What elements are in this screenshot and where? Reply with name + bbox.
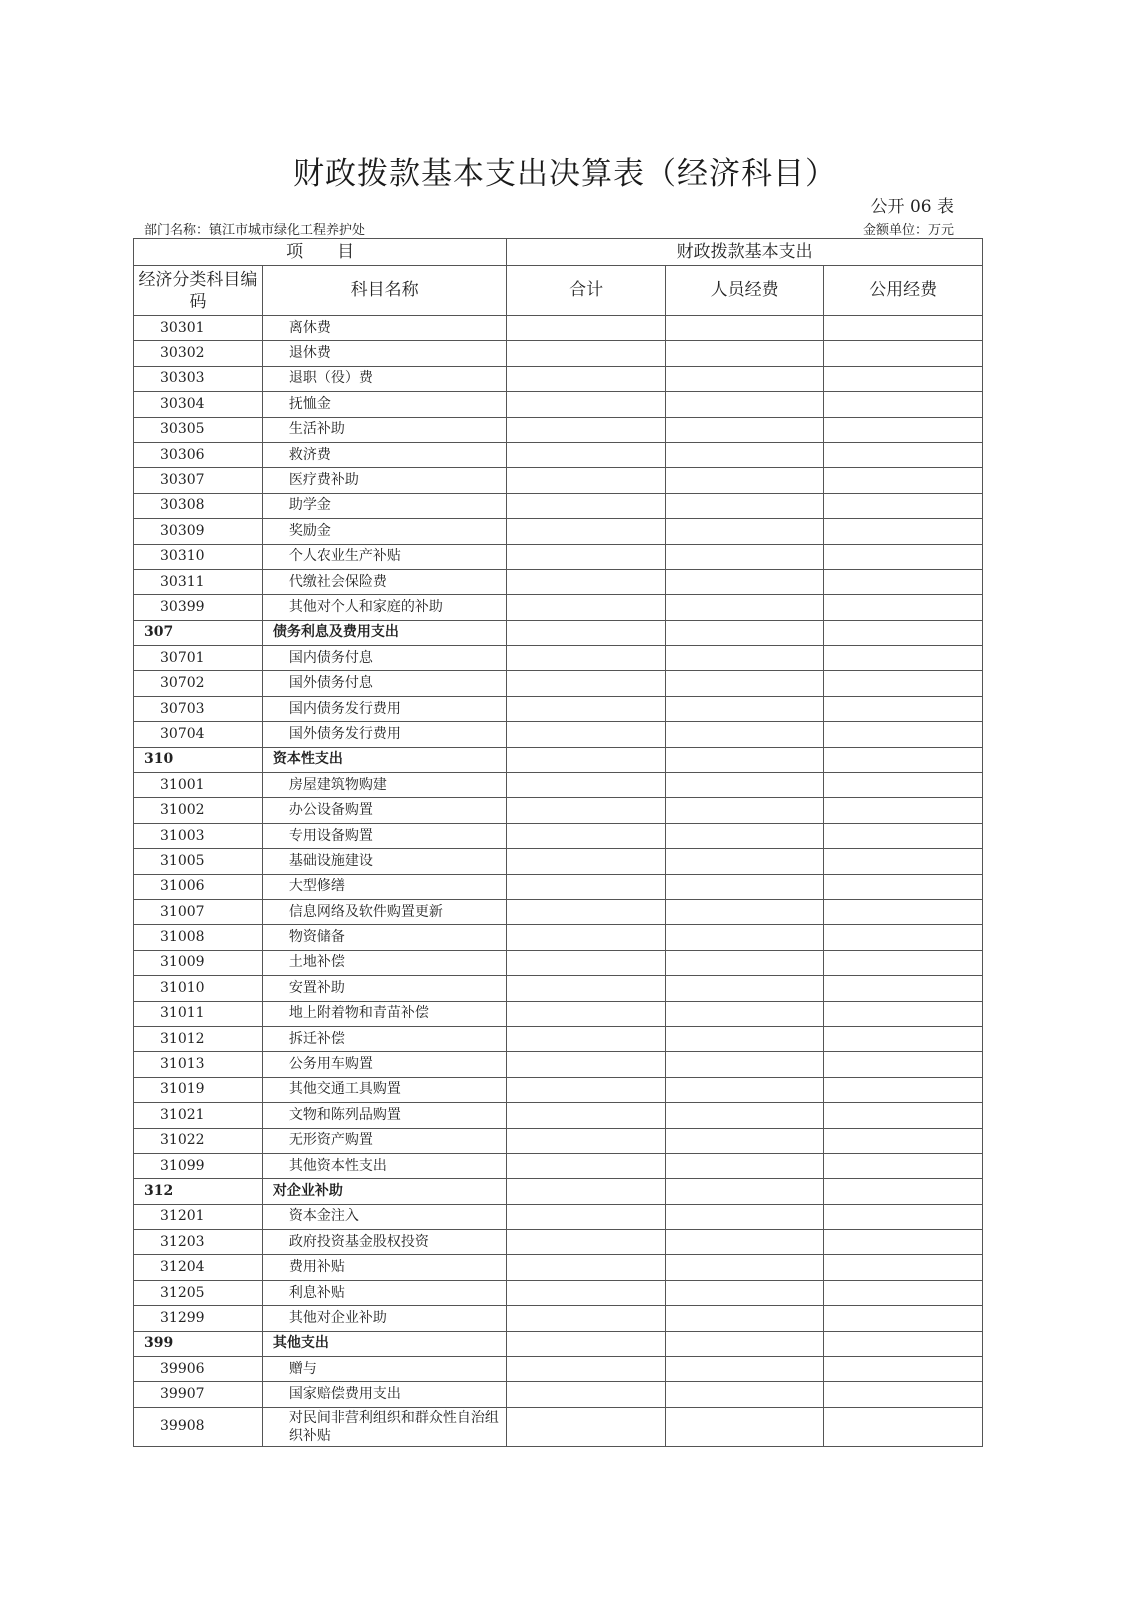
row-personnel bbox=[665, 1077, 824, 1102]
row-name: 医疗费补助 bbox=[262, 468, 506, 493]
form-number: 公开 06 表 bbox=[870, 197, 954, 217]
row-name: 赠与 bbox=[262, 1357, 506, 1382]
row-code: 31005 bbox=[134, 849, 263, 874]
row-personnel bbox=[665, 595, 824, 620]
row-total bbox=[507, 849, 666, 874]
table-row bbox=[134, 1357, 983, 1382]
row-personnel bbox=[665, 798, 824, 823]
row-code: 31011 bbox=[134, 1001, 263, 1026]
table-row bbox=[134, 823, 983, 848]
row-code: 31299 bbox=[134, 1306, 263, 1331]
row-code: 30304 bbox=[134, 392, 263, 417]
row-name: 政府投资基金股权投资 bbox=[262, 1230, 506, 1255]
row-name: 国外债务发行费用 bbox=[262, 722, 506, 747]
row-personnel bbox=[665, 544, 824, 569]
row-personnel bbox=[665, 747, 824, 772]
row-total bbox=[507, 950, 666, 975]
row-name: 奖励金 bbox=[262, 519, 506, 544]
row-public bbox=[824, 1255, 983, 1280]
row-personnel bbox=[665, 468, 824, 493]
table-row bbox=[134, 392, 983, 417]
table-row bbox=[134, 1077, 983, 1102]
row-public bbox=[824, 976, 983, 1001]
row-public bbox=[824, 1052, 983, 1077]
row-personnel bbox=[665, 341, 824, 366]
row-name: 抚恤金 bbox=[262, 392, 506, 417]
row-code: 30702 bbox=[134, 671, 263, 696]
row-code: 31022 bbox=[134, 1128, 263, 1153]
row-personnel bbox=[665, 1357, 824, 1382]
row-code: 30704 bbox=[134, 722, 263, 747]
row-personnel bbox=[665, 976, 824, 1001]
row-name: 国外债务付息 bbox=[262, 671, 506, 696]
row-name: 房屋建筑物购建 bbox=[262, 773, 506, 798]
row-name: 其他支出 bbox=[262, 1331, 506, 1356]
row-public bbox=[824, 1280, 983, 1305]
row-personnel bbox=[665, 1306, 824, 1331]
row-name: 助学金 bbox=[262, 493, 506, 518]
table-row bbox=[134, 849, 983, 874]
row-name: 地上附着物和青苗补偿 bbox=[262, 1001, 506, 1026]
row-name: 其他交通工具购置 bbox=[262, 1077, 506, 1102]
row-name: 债务利息及费用支出 bbox=[262, 620, 506, 645]
row-public bbox=[824, 823, 983, 848]
row-public bbox=[824, 442, 983, 467]
table-row bbox=[134, 773, 983, 798]
row-total bbox=[507, 1103, 666, 1128]
row-public bbox=[824, 874, 983, 899]
row-name: 无形资产购置 bbox=[262, 1128, 506, 1153]
table-row bbox=[134, 950, 983, 975]
table-row bbox=[134, 1407, 983, 1446]
row-name: 对企业补助 bbox=[262, 1179, 506, 1204]
row-personnel bbox=[665, 1204, 824, 1229]
row-public bbox=[824, 773, 983, 798]
row-code: 30310 bbox=[134, 544, 263, 569]
row-total bbox=[507, 1382, 666, 1407]
table-row bbox=[134, 341, 983, 366]
table-row bbox=[134, 417, 983, 442]
row-public bbox=[824, 671, 983, 696]
row-code: 39908 bbox=[134, 1407, 263, 1446]
table-row bbox=[134, 316, 983, 341]
row-personnel bbox=[665, 1407, 824, 1446]
row-personnel bbox=[665, 773, 824, 798]
row-total bbox=[507, 442, 666, 467]
row-public bbox=[824, 519, 983, 544]
row-personnel bbox=[665, 671, 824, 696]
row-code: 307 bbox=[134, 620, 263, 645]
row-total bbox=[507, 1179, 666, 1204]
row-personnel bbox=[665, 1052, 824, 1077]
row-code: 312 bbox=[134, 1179, 263, 1204]
row-personnel bbox=[665, 366, 824, 391]
table-row bbox=[134, 1026, 983, 1051]
table-row bbox=[134, 569, 983, 594]
row-total bbox=[507, 316, 666, 341]
row-total bbox=[507, 392, 666, 417]
code-header: 经济分类科目编码 bbox=[134, 266, 263, 316]
row-name: 费用补贴 bbox=[262, 1255, 506, 1280]
row-code: 30701 bbox=[134, 646, 263, 671]
row-personnel bbox=[665, 1001, 824, 1026]
row-total bbox=[507, 493, 666, 518]
header-row-2 bbox=[134, 266, 983, 316]
row-personnel bbox=[665, 1026, 824, 1051]
row-total bbox=[507, 1331, 666, 1356]
row-code: 30399 bbox=[134, 595, 263, 620]
row-name: 专用设备购置 bbox=[262, 823, 506, 848]
row-name: 对民间非营利组织和群众性自治组织补贴 bbox=[262, 1407, 506, 1446]
row-total bbox=[507, 1052, 666, 1077]
row-code: 30306 bbox=[134, 442, 263, 467]
row-public bbox=[824, 468, 983, 493]
row-public bbox=[824, 1382, 983, 1407]
row-name: 代缴社会保险费 bbox=[262, 569, 506, 594]
row-total bbox=[507, 1357, 666, 1382]
row-name: 土地补偿 bbox=[262, 950, 506, 975]
department-name: 部门名称：镇江市城市绿化工程养护处 bbox=[144, 223, 366, 238]
row-personnel bbox=[665, 849, 824, 874]
row-personnel bbox=[665, 722, 824, 747]
row-code: 30309 bbox=[134, 519, 263, 544]
row-public bbox=[824, 1077, 983, 1102]
row-name: 其他对企业补助 bbox=[262, 1306, 506, 1331]
row-total bbox=[507, 1255, 666, 1280]
row-total bbox=[507, 925, 666, 950]
row-personnel bbox=[665, 899, 824, 924]
table-row bbox=[134, 722, 983, 747]
table-row bbox=[134, 925, 983, 950]
row-name: 利息补贴 bbox=[262, 1280, 506, 1305]
row-public bbox=[824, 1306, 983, 1331]
table-row bbox=[134, 493, 983, 518]
row-name: 其他对个人和家庭的补助 bbox=[262, 595, 506, 620]
row-public bbox=[824, 569, 983, 594]
table-row bbox=[134, 1103, 983, 1128]
table-row bbox=[134, 366, 983, 391]
table-row bbox=[134, 1204, 983, 1229]
row-total bbox=[507, 1204, 666, 1229]
row-total bbox=[507, 595, 666, 620]
row-total bbox=[507, 798, 666, 823]
row-code: 31009 bbox=[134, 950, 263, 975]
row-personnel bbox=[665, 1179, 824, 1204]
row-code: 31099 bbox=[134, 1153, 263, 1178]
name-header: 科目名称 bbox=[262, 266, 506, 316]
row-personnel bbox=[665, 874, 824, 899]
row-public bbox=[824, 1230, 983, 1255]
row-public bbox=[824, 696, 983, 721]
row-total bbox=[507, 1026, 666, 1051]
row-public bbox=[824, 1128, 983, 1153]
row-total bbox=[507, 823, 666, 848]
table-row bbox=[134, 874, 983, 899]
row-code: 31010 bbox=[134, 976, 263, 1001]
row-public bbox=[824, 722, 983, 747]
row-total bbox=[507, 899, 666, 924]
row-code: 31002 bbox=[134, 798, 263, 823]
row-total bbox=[507, 1230, 666, 1255]
row-total bbox=[507, 468, 666, 493]
row-public bbox=[824, 316, 983, 341]
row-code: 31003 bbox=[134, 823, 263, 848]
table-row bbox=[134, 671, 983, 696]
row-public bbox=[824, 1357, 983, 1382]
row-code: 31013 bbox=[134, 1052, 263, 1077]
row-total bbox=[507, 544, 666, 569]
table-row bbox=[134, 595, 983, 620]
row-code: 31204 bbox=[134, 1255, 263, 1280]
row-name: 国内债务付息 bbox=[262, 646, 506, 671]
row-public bbox=[824, 1001, 983, 1026]
row-code: 30311 bbox=[134, 569, 263, 594]
row-name: 退职（役）费 bbox=[262, 366, 506, 391]
row-personnel bbox=[665, 696, 824, 721]
table-row bbox=[134, 442, 983, 467]
row-public bbox=[824, 493, 983, 518]
row-personnel bbox=[665, 1128, 824, 1153]
row-personnel bbox=[665, 620, 824, 645]
page-title: 财政拨款基本支出决算表（经济科目） bbox=[293, 156, 837, 192]
row-public bbox=[824, 1179, 983, 1204]
row-total bbox=[507, 417, 666, 442]
row-name: 生活补助 bbox=[262, 417, 506, 442]
row-code: 30303 bbox=[134, 366, 263, 391]
row-personnel bbox=[665, 316, 824, 341]
table-row bbox=[134, 1153, 983, 1178]
row-public bbox=[824, 544, 983, 569]
row-public bbox=[824, 1204, 983, 1229]
row-personnel bbox=[665, 1153, 824, 1178]
row-personnel bbox=[665, 1280, 824, 1305]
row-personnel bbox=[665, 493, 824, 518]
row-code: 30307 bbox=[134, 468, 263, 493]
row-public bbox=[824, 1153, 983, 1178]
row-name: 办公设备购置 bbox=[262, 798, 506, 823]
public-header: 公用经费 bbox=[824, 266, 983, 316]
row-code: 39906 bbox=[134, 1357, 263, 1382]
row-total bbox=[507, 519, 666, 544]
row-code: 30302 bbox=[134, 341, 263, 366]
row-code: 30301 bbox=[134, 316, 263, 341]
table-row bbox=[134, 1382, 983, 1407]
row-code: 30703 bbox=[134, 696, 263, 721]
total-header: 合计 bbox=[507, 266, 666, 316]
row-total bbox=[507, 646, 666, 671]
row-public bbox=[824, 899, 983, 924]
row-name: 公务用车购置 bbox=[262, 1052, 506, 1077]
row-personnel bbox=[665, 442, 824, 467]
table-group-row bbox=[134, 1331, 983, 1356]
row-code: 31008 bbox=[134, 925, 263, 950]
row-total bbox=[507, 1306, 666, 1331]
row-code: 31201 bbox=[134, 1204, 263, 1229]
row-name: 信息网络及软件购置更新 bbox=[262, 899, 506, 924]
row-personnel bbox=[665, 1331, 824, 1356]
row-name: 个人农业生产补贴 bbox=[262, 544, 506, 569]
row-personnel bbox=[665, 1382, 824, 1407]
row-total bbox=[507, 341, 666, 366]
row-public bbox=[824, 341, 983, 366]
row-total bbox=[507, 366, 666, 391]
row-total bbox=[507, 620, 666, 645]
row-name: 国家赔偿费用支出 bbox=[262, 1382, 506, 1407]
row-name: 国内债务发行费用 bbox=[262, 696, 506, 721]
table-row bbox=[134, 468, 983, 493]
row-personnel bbox=[665, 392, 824, 417]
table-row bbox=[134, 1280, 983, 1305]
row-total bbox=[507, 1153, 666, 1178]
table-group-row bbox=[134, 747, 983, 772]
amount-unit: 金额单位：万元 bbox=[862, 223, 954, 238]
row-code: 31203 bbox=[134, 1230, 263, 1255]
header-row-1 bbox=[134, 239, 983, 266]
row-total bbox=[507, 1280, 666, 1305]
row-code: 39907 bbox=[134, 1382, 263, 1407]
row-public bbox=[824, 646, 983, 671]
row-code: 31012 bbox=[134, 1026, 263, 1051]
row-total bbox=[507, 976, 666, 1001]
table-row bbox=[134, 1128, 983, 1153]
table-row bbox=[134, 798, 983, 823]
personnel-header: 人员经费 bbox=[665, 266, 824, 316]
row-personnel bbox=[665, 1103, 824, 1128]
row-total bbox=[507, 747, 666, 772]
row-personnel bbox=[665, 519, 824, 544]
row-personnel bbox=[665, 823, 824, 848]
row-total bbox=[507, 1407, 666, 1446]
table-row bbox=[134, 899, 983, 924]
row-public bbox=[824, 1103, 983, 1128]
row-total bbox=[507, 696, 666, 721]
row-personnel bbox=[665, 646, 824, 671]
row-public bbox=[824, 747, 983, 772]
row-total bbox=[507, 1128, 666, 1153]
table-row bbox=[134, 1230, 983, 1255]
row-public bbox=[824, 925, 983, 950]
row-personnel bbox=[665, 417, 824, 442]
table-row bbox=[134, 696, 983, 721]
expenditure-table bbox=[133, 238, 983, 1447]
row-name: 资本金注入 bbox=[262, 1204, 506, 1229]
row-total bbox=[507, 1001, 666, 1026]
row-code: 31001 bbox=[134, 773, 263, 798]
row-name: 离休费 bbox=[262, 316, 506, 341]
row-public bbox=[824, 1026, 983, 1051]
table-row bbox=[134, 976, 983, 1001]
table-group-row bbox=[134, 620, 983, 645]
item-header: 项 目 bbox=[134, 239, 507, 266]
table-row bbox=[134, 1052, 983, 1077]
table-row bbox=[134, 646, 983, 671]
group-header: 财政拨款基本支出 bbox=[507, 239, 983, 266]
table-row bbox=[134, 1001, 983, 1026]
row-personnel bbox=[665, 950, 824, 975]
row-total bbox=[507, 569, 666, 594]
row-public bbox=[824, 950, 983, 975]
row-public bbox=[824, 1407, 983, 1446]
table-group-row bbox=[134, 1179, 983, 1204]
row-name: 退休费 bbox=[262, 341, 506, 366]
row-public bbox=[824, 620, 983, 645]
row-name: 文物和陈列品购置 bbox=[262, 1103, 506, 1128]
row-public bbox=[824, 595, 983, 620]
row-total bbox=[507, 773, 666, 798]
row-name: 物资储备 bbox=[262, 925, 506, 950]
row-total bbox=[507, 874, 666, 899]
row-total bbox=[507, 671, 666, 696]
row-code: 310 bbox=[134, 747, 263, 772]
row-name: 其他资本性支出 bbox=[262, 1153, 506, 1178]
row-name: 基础设施建设 bbox=[262, 849, 506, 874]
row-personnel bbox=[665, 925, 824, 950]
table-row bbox=[134, 1255, 983, 1280]
row-code: 31007 bbox=[134, 899, 263, 924]
table-row bbox=[134, 544, 983, 569]
row-code: 31205 bbox=[134, 1280, 263, 1305]
row-public bbox=[824, 417, 983, 442]
row-name: 大型修缮 bbox=[262, 874, 506, 899]
row-public bbox=[824, 366, 983, 391]
row-personnel bbox=[665, 569, 824, 594]
row-total bbox=[507, 1077, 666, 1102]
table-body bbox=[134, 316, 983, 1447]
row-name: 资本性支出 bbox=[262, 747, 506, 772]
row-public bbox=[824, 392, 983, 417]
table-row bbox=[134, 1306, 983, 1331]
row-code: 30308 bbox=[134, 493, 263, 518]
row-name: 拆迁补偿 bbox=[262, 1026, 506, 1051]
row-code: 30305 bbox=[134, 417, 263, 442]
row-personnel bbox=[665, 1255, 824, 1280]
row-code: 31019 bbox=[134, 1077, 263, 1102]
row-name: 救济费 bbox=[262, 442, 506, 467]
row-code: 399 bbox=[134, 1331, 263, 1356]
row-public bbox=[824, 1331, 983, 1356]
row-code: 31021 bbox=[134, 1103, 263, 1128]
table-row bbox=[134, 519, 983, 544]
row-public bbox=[824, 798, 983, 823]
row-total bbox=[507, 722, 666, 747]
row-name: 安置补助 bbox=[262, 976, 506, 1001]
row-public bbox=[824, 849, 983, 874]
row-code: 31006 bbox=[134, 874, 263, 899]
row-personnel bbox=[665, 1230, 824, 1255]
